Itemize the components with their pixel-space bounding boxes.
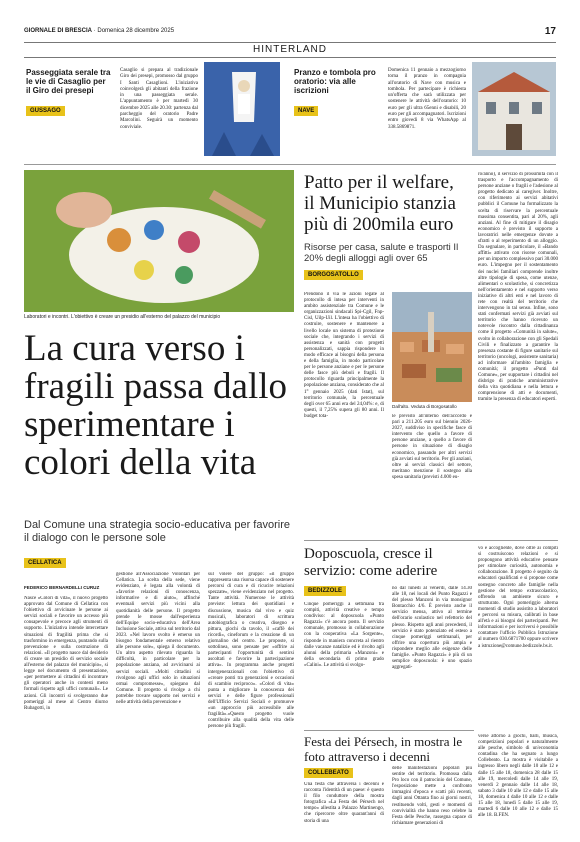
persech-column-3: verse attorno a giochi, balli, musica, competizioni popolari e naturalmente alle pesche, simbolo di un'economia contadina che ha segnato a lungo Collebeato. La mostra è visitabile a ingresso libero negli dalle 10 alle 12 e dalle 15 alle 18, domenica 28 dalle 15 alle 19, mercoledì dalle 14 alle 19, venerdì 2 gennaio dalle 14 alle 18, sabato 3 dalle 10 alle 12 e dalle 15 alle 18, domenica 4 dalle 10 alle 12 e dalle 15 alle 18, lunedì 5 dalle 15 alle 19, martedì 6 dalle 10 alle 12 e dalle 15 alle 18. B.FEN. — [478, 734, 558, 819]
middle-divider — [304, 540, 558, 541]
box1-title: Passeggiata serale tra le vie di Casaglio per il Giro dei presepi — [26, 68, 111, 95]
persech-headline: Festa dei Pérsech, in mostra le foto attraverso i decenni — [304, 734, 463, 764]
nativity-illustration — [204, 62, 280, 156]
box2-photo — [472, 62, 556, 156]
box2-text: Domenica 11 gennaio a mezzogiorno torna il pranzo in compagnia all'oratorio di Nave con musica e tombola. Per partecipare è richiesta un'offerta che sarà utilizzata per sostenere le attività dell'oratorio: 10 euro per gli ultra 65enni e disabili, 20 euro per gli accompagnatori. Iscrizioni entro giovedì 8 via WhatsApp al 338.5869871. — [388, 68, 466, 130]
main-headline: La cura verso i fragili passa dallo sperimentare i colori della vita — [24, 328, 288, 483]
welfare-subhead: Risorse per casa, salute e trasporti Il 20% degli alloggi agli over 65 — [304, 242, 459, 264]
town-aerial-illustration — [392, 292, 472, 402]
persech-tag: COLLEBEATO — [304, 768, 353, 778]
oratorio-building-illustration — [472, 62, 556, 156]
persech-column-1: Una festa che attraversa i decenni e racconta l'identità di un paese: è questo il filo conduttore della mostra fotografica «La Festa dei Pérsech nel tempo» allestita a Palazzo Martinengo, che ripercorre oltre quarant'anni di storia di una — [304, 782, 384, 824]
box2-title: Pranzo e tombola pro oratorio: via alle iscrizioni — [294, 68, 376, 95]
main-column-3: sul volere del gruppo: «il gruppo rappresenta una risorsa capace di sostenere percorsi di cura e di ricucire relazioni spezzate», viene evidenziato nel progetto. Tante attività. Numerose le attività previste: lettura dei quotidiani e discussione, musica dal vivo e quiz musicali, laboratori di scrittura autobiografica o creativa, disegno e pittura, giochi da tavolo, il «caffè dei ricordi», cineforum e la creazione di un giornalino del centro. Le proposte, si sottolinea, sono pensate per «offrire ai partecipanti l'opportunità di sentirsi ascoltati e favorire la partecipazione attiva». In programma anche progetti intergenerazionali con l'obiettivo di «creare ponti tra generazioni e occasioni di scambio reciproco». «Colori di vita» punta a migliorare la conoscenza dei servizi e delle figure professionali dell'Ufficio Servizi Sociali e promuove «un approccio più accessibile alle fragilità».«Questo progetto vuole contribuire alla qualità della vita delle persone più fragili. — [208, 572, 294, 730]
welfare-column-3: ro/anno), il servizio di prossimità con il trasporto e l'accompagnamento di persone anziane o fragili e l'adesione al progetto dedicato ai caregiver. Inoltre, con riferimento ai servizi abitativi pubblici il Comune ha formalizzato la scelta di riservare la percentuale massima consentita, pari al 20%, agli anziani. Al fine di mitigare il disagio economico è previsto il supporto a lavoratrici nelle emergenze dovute a sfratti o al reperimento di un alloggio. Da segnalare, in particolare, il «Bando affitti» attivato con risorse comunali, per un importo complessivo pari 30.000 euro. L'impegno per il sostentamento dei nuclei familiari comprende inoltre altre tipologie di spesa, come utenze, alimentari o scolastiche, si concretizza nell'orientamento e nel supporto verso iniziative di altri enti e nel lavoro di rete con realtà del territorio che intervengono in tal senso. Infine, sono stati confermati servizi già avviati sul territorio che hanno ricevuto un notevole riscontro dalla cittadinanza come il progetto «Comunità in salute», svolto in collaborazione con gli Spedali Civili e finalizzato a garantire la presenza costante di figure sanitarie sul territorio (oncologi, assistente sanitaria) ad informare all'ambito famiglia e comunità; il progetto «Punti dal Comune», per supportare i cittadini nel disbrigo di pratiche amministrative della vita quotidiana e nella lettura e comprensione di atti e documenti, tramite la presenza di educatori esperti. — [478, 172, 558, 403]
doposcuola-tag: BEDIZZOLE — [304, 586, 346, 596]
top-divider — [24, 164, 556, 165]
lower-divider — [304, 730, 474, 731]
box1-text: Casaglio si prepara al tradizionale Giro dei presepi, promosso dal gruppo I Santi Casaglioni. L'iniziativa coinvolgerà gli abitanti della frazione in una passeggiata serale. L'appuntamento è per martedì 30 dicembre 2025 alle 20.30: partenza dal parcheggio del oratorio Padre Marcolini. Seguirà un momento conviviale. — [120, 68, 198, 130]
workshop-photo — [24, 170, 294, 312]
borgosatollo-aerial-photo — [392, 292, 472, 402]
main-byline: FEDERICO BERNARDELLI CURUZ — [24, 585, 100, 590]
workshop-photo-caption: Laboratori e incontri. L'obiettivo è creare un presidio all'esterno del palazzo del municipio — [24, 314, 221, 320]
persech-column-2: delle manifestazioni popolari più sentite del territorio. Promossa dalla Pro loco con il patrocinio del Comune, l'esposizione mette a confronto immagini d'epoca e scatti più recenti, dagli anni Ottanta fino ai giorni nostri, restituendo volti, gesti e momenti di convivialità che hanno reso celebre la Festa delle Pesche, rassegna capace di richiamare generazioni di — [392, 766, 472, 826]
masthead — [24, 28, 556, 38]
borgosatollo-photo-caption: Dall'alto. Veduta di Borgosatollo — [392, 404, 457, 409]
issue-date: Domenica 28 dicembre 2025 — [97, 28, 175, 34]
box1-photo — [204, 62, 280, 156]
page-number: 17 — [544, 26, 556, 37]
date-separator: · — [93, 28, 98, 34]
main-column-2: gestione all'Associazione Volontari per Cellatica. La scelta della sede, viene evidenziato, è legata alla volontà di «favorire relazioni di conoscenza, informative e di aiuto», affinché eventuali servizi più vicini alla quotidianità delle persone. Il progetto prende le mosse dall'esperienza dell'Equipe socio-educativa dell'Area Inclusione Sociale, attiva sul territorio dal 2023. «Nel lavoro svolto è emerso un bisogno fondamentale emerso relativo alle persone sole», spiega il documento. Un altro aspetto rilevato riguarda la difficoltà, in particolare per la popolazione anziana, ad avvicinarsi ai servizi sociali. «Molti cittadini si rivolgono agli uffici solo in situazioni ormai compromesse», spiegano dal Comune. Il progetto si rivolge a chi potrebbe trovare supporto nei servizi e nelle attività della prevenzione e — [116, 572, 200, 705]
section-header: HINTERLAND — [24, 42, 556, 58]
box1-tag: GUSSAGO — [26, 106, 65, 116]
doposcuola-headline: Doposcuola, cresce il servizio: come aderire — [304, 546, 438, 579]
doposcuola-column-3: vo e accogliente, dove oltre ai compiti si costruiscono relazioni e si propongono attività educative pensate per stimolare curiosità, autonomia e collaborazione. Il progetto è seguito da educatori qualificati e si propone come sostegno concreto alle famiglie nella gestione del tempo extrascolastico, offrendo un ambiente sicuro e strutturato. Ogni pomeriggio alterna momenti di studio assistito a laboratori e percorsi su misura, calibrati in base all'età e ai bisogni dei partecipanti. Per informazioni e per iscriversi è possibile contattare l'ufficio Pubblica Istruzione al numero 030.6871700 oppure scrivere a istruzione@comune.bedizzole.bs.it. — [478, 546, 558, 649]
main-subhead: Dal Comune una strategia socio-educativa per favorire il dialogo con le persone sole — [24, 519, 290, 544]
doposcuola-column-2: no dal lunedì al venerdì, dalle 14.30 alle 18, nei locali del Punto Ragazzi e del plesso Manzoni in via monsignor Bontacchio 4/6. È previsto anche il servizio mensa, attivo al termine dell'orario scolastico nel refettorio del plesso. Rispetto agli anni precedenti, il servizio è stato potenziato ed esteso a cinque pomeriggi settimanali, per offrire una copertura più ampia e rispondere meglio alle esigenze delle famiglie. «Punto Ragazzi» è più di un semplice doposcuola: è uno spazio aggregati- — [392, 586, 472, 671]
main-tag: CELLATICA — [24, 558, 66, 568]
doposcuola-column-1: Cinque pomeriggi a settimana tra compiti, attività creative e tempo condiviso: al doposcuola «Punto Ragazzi» c'è ancora posto. Il servizio comunale, promosso in collaborazione con la cooperativa «La Sorgente», risponde in maniera concreta al rientro dalle vacanze natalizie ed è rivolto agli alunni della primaria «Manzoni» e della secondaria di primo grado «Calini». Le attività si svolgo- — [304, 602, 384, 668]
paper-name: GIORNALE DI BRESCIA — [24, 28, 93, 34]
box2-tag: NAVE — [294, 106, 318, 116]
painting-palette-illustration — [24, 170, 294, 312]
welfare-column-1: Prendono il via le azioni legate al protocollo di intesa per interventi in ambito assistenziale tra Comune e le organizzazioni sindacali Spi-Cgil, Fnp-Cisl, Uilp-Uil. L'intesa ha l'obiettivo di costruire, sostenere e mantenere a livello locale un sistema di protezione sociale che, integrando i servizi di assistenza e sanità con progetti personalizzati, sappia rispondere in modo efficace ai bisogni della persona e della famiglia, in modo particolare per le persone anziane e per le persone delle fasce più deboli e fragili. Il protocollo riguarda principalmente la popolazione anziana, considerato che al 1° gennaio 2025 (dati Istat), sul territorio comunale, la percentuale degli over 65 anni era del 24,04%: e, di questi, il 7,25% supera gli 80 anni. Il budget tota- — [304, 292, 384, 419]
welfare-column-2: le previsto all'interno dell'accordo è pari a 211.205 euro sul biennio 2026-2027, suddiviso in specifiche fasce di intervento che quello a favore di persone anziane, a quello a favore di persone in situazione di disagio economico, passando per altri servizi già avviati sul territorio. Per gli anziani, oltre ai servizi classici del settore, meritano menzione il sostegno alla spesa sanitaria (previsti 4.000 eu- — [392, 414, 472, 480]
welfare-tag: BORGOSATOLLO — [304, 270, 363, 280]
welfare-headline: Patto per il welfare, il Municipio stanzia più di 200mila euro — [304, 172, 456, 235]
main-column-1: Nasce «Colori di vita», il nuovo progetto approvato dal Comune di Cellatica con l'obiettivo di avvicinare le persone ai servizi sociali e favorire un accesso più consapevole e precoce agli strumenti di supporto. L'iniziativa intende intercettare situazioni di fragilità prima che si trasformino in emergenza, puntando sulla prevenzione e sulla costruzione di relazioni. «Il progetto nasce dal desiderio di creare un presidio di servizio sociale all'esterno del palazzo del municipio», si legge nel documento di presentazione, «per permettere ai cittadini di incontrare gli operatori anche in contesti meno formali rispetto agli uffici comunali». Le azioni. Gli incontri si svolgeranno due pomeriggi al mese al Centro diurno Rubagotti, in — [24, 596, 108, 711]
